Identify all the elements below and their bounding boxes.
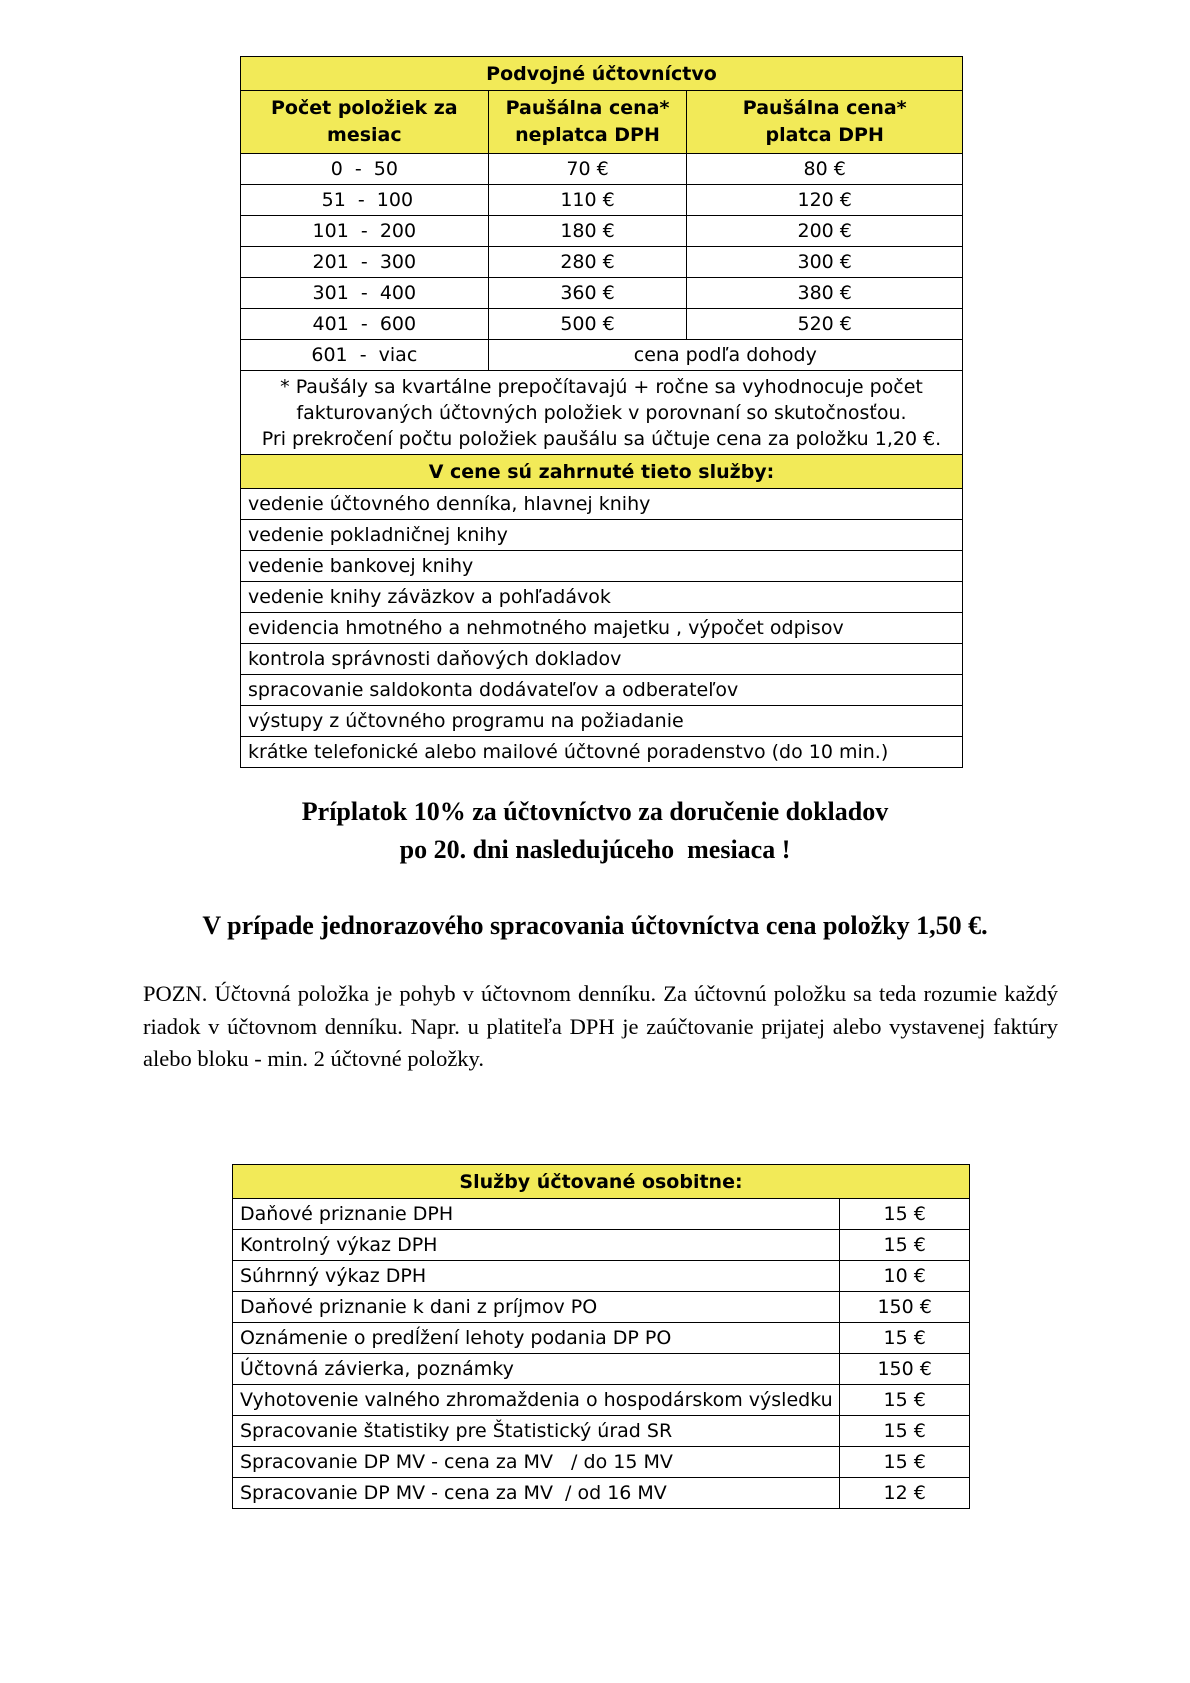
row-range: 0 - 50 <box>241 154 489 185</box>
double-entry-pricing-table <box>240 56 963 768</box>
table-note-row <box>241 371 963 455</box>
table-row <box>233 1261 970 1292</box>
table-row <box>241 154 963 185</box>
service-item <box>241 613 963 644</box>
table-row-last <box>241 340 963 371</box>
separately-billed-services-table <box>232 1164 970 1509</box>
note-label: POZN. <box>143 981 208 1006</box>
table-row <box>233 1199 970 1230</box>
row-non-vat-price: 110 € <box>488 185 687 216</box>
service-price: 15 € <box>840 1230 970 1261</box>
service-name: Účtovná závierka, poznámky <box>233 1354 840 1385</box>
row-non-vat-price: 500 € <box>488 309 687 340</box>
accounting-item-note <box>143 978 1058 1076</box>
service-item-label: vedenie knihy záväzkov a pohľadávok <box>241 582 963 613</box>
table-row <box>241 247 963 278</box>
row-range: 601 - viac <box>241 340 489 371</box>
table-row <box>241 278 963 309</box>
pricing-note-line1: * Paušály sa kvartálne prepočítavajú + ročne sa vyhodnocuje počet <box>280 375 923 398</box>
service-price: 150 € <box>840 1354 970 1385</box>
row-range: 51 - 100 <box>241 185 489 216</box>
service-name: Kontrolný výkaz DPH <box>233 1230 840 1261</box>
service-price: 12 € <box>840 1478 970 1509</box>
service-price: 15 € <box>840 1199 970 1230</box>
service-price: 15 € <box>840 1385 970 1416</box>
service-item <box>241 706 963 737</box>
row-vat-price: 80 € <box>687 154 963 185</box>
header-vat-price <box>687 91 963 154</box>
header-vat-line1: Paušálna cena* <box>742 97 907 119</box>
row-range: 201 - 300 <box>241 247 489 278</box>
services-title: V cene sú zahrnuté tieto služby: <box>241 455 963 489</box>
table-row <box>233 1292 970 1323</box>
row-vat-price: 380 € <box>687 278 963 309</box>
service-item <box>241 737 963 768</box>
pricing-note <box>241 371 963 455</box>
header-non-vat-price <box>488 91 687 154</box>
table-header-row <box>241 91 963 154</box>
service-item <box>241 675 963 706</box>
services-title-row <box>241 455 963 489</box>
surcharge-notice <box>0 793 1190 869</box>
header-non-vat-line1: Paušálna cena* <box>505 97 670 119</box>
row-non-vat-price: 360 € <box>488 278 687 309</box>
table-row <box>233 1354 970 1385</box>
row-price-by-agreement: cena podľa dohody <box>488 340 962 371</box>
service-name: Spracovanie štatistiky pre Štatistický úrad SR <box>233 1416 840 1447</box>
service-item <box>241 520 963 551</box>
service-item <box>241 489 963 520</box>
extra-table-title: Služby účtované osobitne: <box>233 1165 970 1199</box>
row-vat-price: 200 € <box>687 216 963 247</box>
table-title: Podvojné účtovníctvo <box>241 57 963 91</box>
service-name: Vyhotovenie valného zhromaždenia o hospodárskom výsledku <box>233 1385 840 1416</box>
service-item-label: vedenie bankovej knihy <box>241 551 963 582</box>
service-price: 15 € <box>840 1447 970 1478</box>
header-items-count: Počet položiek za mesiac <box>241 91 489 154</box>
service-name: Daňové priznanie DPH <box>233 1199 840 1230</box>
service-price: 15 € <box>840 1416 970 1447</box>
table-row <box>233 1385 970 1416</box>
table-row <box>233 1230 970 1261</box>
service-item-label: vedenie pokladničnej knihy <box>241 520 963 551</box>
row-non-vat-price: 280 € <box>488 247 687 278</box>
service-item-label: evidencia hmotného a nehmotného majetku , výpočet odpisov <box>241 613 963 644</box>
service-item-label: krátke telefonické alebo mailové účtovné poradenstvo (do 10 min.) <box>241 737 963 768</box>
table-row <box>241 185 963 216</box>
service-name: Daňové priznanie k dani z príjmov PO <box>233 1292 840 1323</box>
note-text: Účtovná položka je pohyb v účtovnom denníku. Za účtovnú položku sa teda rozumie každý riadok v účtovnom denníku. Napr. u platiteľa DPH je zaúčtovanie prijatej alebo vystavenej faktúry alebo bloku - min. 2 účtovné položky. <box>143 981 1058 1071</box>
table-row <box>233 1323 970 1354</box>
table-row <box>233 1447 970 1478</box>
service-item <box>241 551 963 582</box>
header-non-vat-line2: neplatca DPH <box>515 124 660 146</box>
one-off-processing-notice: V prípade jednorazového spracovania účtovníctva cena položky 1,50 €. <box>202 911 988 940</box>
surcharge-line1: Príplatok 10% za účtovníctvo za doručenie dokladov <box>301 797 889 826</box>
row-range: 301 - 400 <box>241 278 489 309</box>
table-row <box>233 1478 970 1509</box>
service-name: Oznámenie o predĺžení lehoty podania DP PO <box>233 1323 840 1354</box>
service-item-label: výstupy z účtovného programu na požiadanie <box>241 706 963 737</box>
header-vat-line2: platca DPH <box>765 124 884 146</box>
surcharge-line2: po 20. dni nasledujúceho mesiaca ! <box>399 835 791 864</box>
service-price: 15 € <box>840 1323 970 1354</box>
table-row <box>241 216 963 247</box>
service-item-label: vedenie účtovného denníka, hlavnej knihy <box>241 489 963 520</box>
service-price: 150 € <box>840 1292 970 1323</box>
row-range: 101 - 200 <box>241 216 489 247</box>
service-name: Súhrnný výkaz DPH <box>233 1261 840 1292</box>
row-range: 401 - 600 <box>241 309 489 340</box>
row-non-vat-price: 70 € <box>488 154 687 185</box>
service-item-label: spracovanie saldokonta dodávateľov a odberateľov <box>241 675 963 706</box>
extra-table-title-row <box>233 1165 970 1199</box>
table-row <box>241 309 963 340</box>
row-vat-price: 300 € <box>687 247 963 278</box>
table-row <box>233 1416 970 1447</box>
table-title-row <box>241 57 963 91</box>
row-vat-price: 120 € <box>687 185 963 216</box>
service-item-label: kontrola správnosti daňových dokladov <box>241 644 963 675</box>
service-item <box>241 582 963 613</box>
row-vat-price: 520 € <box>687 309 963 340</box>
service-name: Spracovanie DP MV - cena za MV / do 15 MV <box>233 1447 840 1478</box>
service-price: 10 € <box>840 1261 970 1292</box>
service-item <box>241 644 963 675</box>
row-non-vat-price: 180 € <box>488 216 687 247</box>
pricing-note-line3: Pri prekročení počtu položiek paušálu sa účtuje cena za položku 1,20 €. <box>261 427 942 450</box>
pricing-note-line2: fakturovaných účtovných položiek v porovnaní so skutočnosťou. <box>296 401 907 424</box>
service-name: Spracovanie DP MV - cena za MV / od 16 MV <box>233 1478 840 1509</box>
